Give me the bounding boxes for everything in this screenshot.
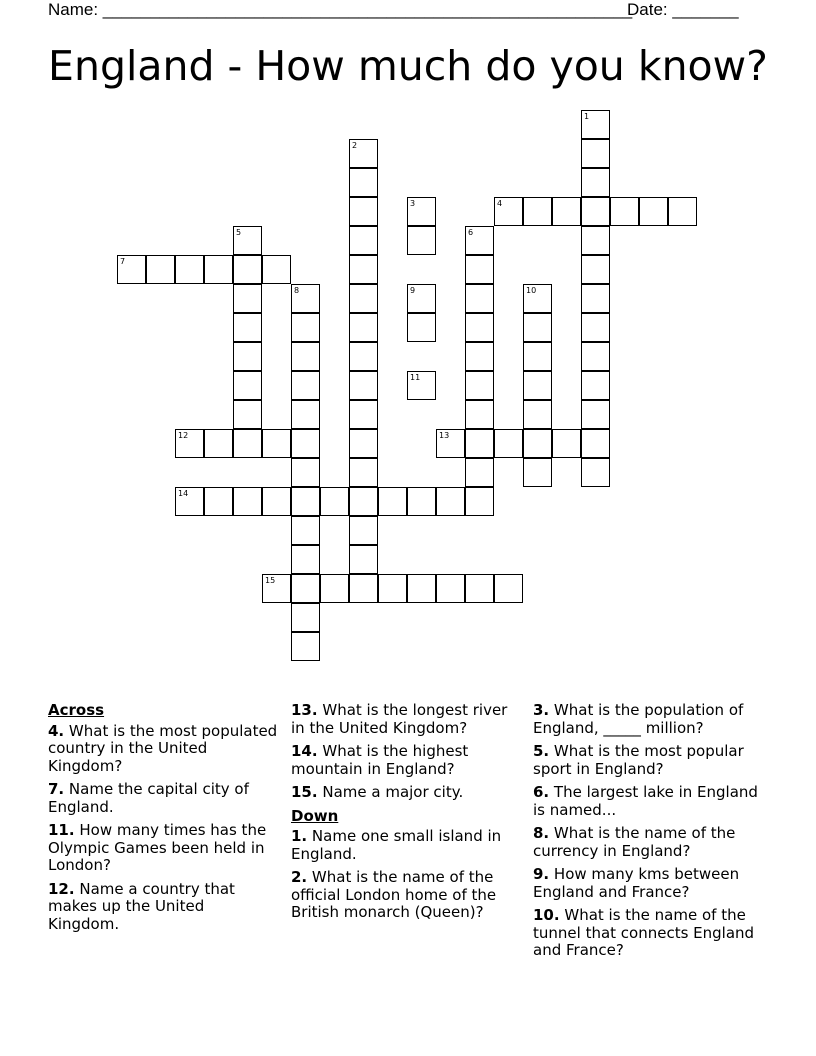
grid-cell[interactable] (349, 284, 378, 313)
grid-cell[interactable] (581, 371, 610, 400)
clue-number: 14 (178, 489, 189, 498)
grid-cell[interactable] (581, 400, 610, 429)
across-clue-4: 4. What is the most populated country in the United Kingdom? (48, 721, 278, 775)
grid-cell[interactable] (262, 429, 291, 458)
down-heading: Down (291, 806, 339, 825)
page-title: England - How much do you know? (48, 42, 768, 90)
grid-cell[interactable] (494, 197, 523, 226)
grid-cell[interactable] (668, 197, 697, 226)
grid-cell[interactable] (523, 458, 552, 487)
grid-cell[interactable] (407, 226, 436, 255)
grid-cell[interactable] (146, 255, 175, 284)
grid-cell[interactable] (581, 197, 610, 226)
grid-cell[interactable] (581, 255, 610, 284)
grid-cell[interactable] (204, 429, 233, 458)
clue-number: 7 (120, 257, 126, 266)
grid-cell[interactable] (407, 197, 436, 226)
clue-number: 3 (410, 199, 416, 208)
grid-cell[interactable] (233, 284, 262, 313)
clues-column-1 (48, 702, 278, 939)
down-clue-1: 1. Name one small island in England. (291, 827, 502, 863)
grid-cell[interactable] (407, 371, 436, 400)
grid-cell[interactable] (523, 342, 552, 371)
grid-cell[interactable] (349, 574, 378, 603)
grid-cell[interactable] (349, 458, 378, 487)
grid-cell[interactable] (639, 197, 668, 226)
down-clue-8: 8. What is the name of the currency in England? (533, 824, 736, 860)
grid-cell[interactable] (204, 487, 233, 516)
grid-cell[interactable] (465, 226, 494, 255)
grid-cell[interactable] (581, 342, 610, 371)
grid-cell[interactable] (291, 632, 320, 661)
down-clue-10: 10. What is the name of the tunnel that connects England and France? (533, 906, 755, 959)
down-clue-2: 2. What is the name of the official London home of the British monarch (Queen)? (291, 868, 497, 921)
grid-cell[interactable] (117, 255, 146, 284)
grid-cell[interactable] (581, 458, 610, 487)
across-clue-13: 13. What is the longest river in the United Kingdom? (291, 701, 508, 737)
clues-column-2 (291, 702, 523, 928)
grid-cell[interactable] (610, 197, 639, 226)
clue-number: 13 (439, 431, 450, 440)
grid-cell[interactable] (407, 574, 436, 603)
grid-cell[interactable] (175, 487, 204, 516)
clues-column-3 (533, 702, 769, 966)
grid-cell[interactable] (349, 168, 378, 197)
grid-cell[interactable] (465, 342, 494, 371)
grid-cell[interactable] (291, 342, 320, 371)
name-field-label: Name: ________________________________________________________ (48, 0, 633, 19)
grid-cell[interactable] (320, 574, 349, 603)
down-clue-9: 9. How many kms between England and France? (533, 865, 740, 901)
grid-cell[interactable] (465, 574, 494, 603)
grid-cell[interactable] (494, 429, 523, 458)
down-clue-6: 6. The largest lake in England is named... (533, 783, 758, 819)
grid-cell[interactable] (581, 429, 610, 458)
grid-cell[interactable] (494, 574, 523, 603)
date-field-label: Date: _______ (627, 0, 739, 19)
clue-number: 11 (410, 373, 421, 382)
grid-cell[interactable] (523, 429, 552, 458)
grid-cell[interactable] (291, 313, 320, 342)
grid-cell[interactable] (378, 574, 407, 603)
grid-cell[interactable] (204, 255, 233, 284)
clue-number: 15 (265, 576, 276, 585)
grid-cell[interactable] (291, 371, 320, 400)
grid-cell[interactable] (523, 371, 552, 400)
across-clue-14: 14. What is the highest mountain in England? (291, 742, 469, 778)
grid-cell[interactable] (349, 429, 378, 458)
grid-cell[interactable] (465, 458, 494, 487)
grid-cell[interactable] (262, 487, 291, 516)
grid-cell[interactable] (233, 371, 262, 400)
grid-cell[interactable] (233, 487, 262, 516)
grid-cell[interactable] (407, 284, 436, 313)
grid-cell[interactable] (581, 110, 610, 139)
grid-cell[interactable] (581, 313, 610, 342)
across-clue-15: 15. Name a major city. (291, 783, 464, 801)
grid-cell[interactable] (436, 574, 465, 603)
grid-cell[interactable] (349, 226, 378, 255)
grid-cell[interactable] (320, 487, 349, 516)
grid-cell[interactable] (378, 487, 407, 516)
grid-cell[interactable] (349, 545, 378, 574)
grid-cell[interactable] (175, 255, 204, 284)
grid-cell[interactable] (349, 197, 378, 226)
grid-cell[interactable] (349, 139, 378, 168)
grid-cell[interactable] (581, 168, 610, 197)
grid-cell[interactable] (262, 574, 291, 603)
grid-cell[interactable] (523, 313, 552, 342)
across-clue-12: 12. Name a country that makes up the United Kingdom. (48, 879, 235, 933)
clue-number: 12 (178, 431, 189, 440)
clue-number: 5 (236, 228, 242, 237)
grid-cell[interactable] (465, 429, 494, 458)
grid-cell[interactable] (291, 516, 320, 545)
down-clue-3: 3. What is the population of England, _____ million? (533, 701, 744, 737)
grid-cell[interactable] (291, 487, 320, 516)
grid-cell[interactable] (349, 255, 378, 284)
grid-cell[interactable] (233, 400, 262, 429)
across-clue-7: 7. Name the capital city of England. (48, 780, 249, 816)
clue-number: 10 (526, 286, 537, 295)
grid-cell[interactable] (349, 342, 378, 371)
clue-number: 1 (584, 112, 590, 121)
grid-cell[interactable] (349, 371, 378, 400)
grid-cell[interactable] (581, 139, 610, 168)
grid-cell[interactable] (465, 487, 494, 516)
clue-number: 9 (410, 286, 416, 295)
grid-cell[interactable] (262, 255, 291, 284)
down-clue-5: 5. What is the most popular sport in England? (533, 742, 744, 778)
grid-cell[interactable] (349, 400, 378, 429)
grid-cell[interactable] (291, 458, 320, 487)
clue-number: 8 (294, 286, 300, 295)
grid-cell[interactable] (291, 574, 320, 603)
grid-cell[interactable] (436, 429, 465, 458)
clue-number: 6 (468, 228, 474, 237)
grid-cell[interactable] (407, 487, 436, 516)
grid-cell[interactable] (233, 313, 262, 342)
grid-cell[interactable] (291, 603, 320, 632)
grid-cell[interactable] (233, 342, 262, 371)
clue-number: 4 (497, 199, 503, 208)
grid-cell[interactable] (233, 429, 262, 458)
grid-cell[interactable] (552, 197, 581, 226)
grid-cell[interactable] (349, 516, 378, 545)
grid-cell[interactable] (465, 400, 494, 429)
grid-cell[interactable] (349, 487, 378, 516)
grid-cell[interactable] (291, 429, 320, 458)
grid-cell[interactable] (465, 255, 494, 284)
across-heading: Across (48, 701, 105, 719)
clue-number: 2 (352, 141, 358, 150)
grid-cell[interactable] (581, 284, 610, 313)
grid-cell[interactable] (175, 429, 204, 458)
grid-cell[interactable] (349, 313, 378, 342)
grid-cell[interactable] (291, 400, 320, 429)
grid-cell[interactable] (465, 371, 494, 400)
grid-cell[interactable] (465, 313, 494, 342)
grid-cell[interactable] (523, 284, 552, 313)
grid-cell[interactable] (523, 197, 552, 226)
grid-cell[interactable] (233, 255, 262, 284)
grid-cell[interactable] (291, 545, 320, 574)
grid-cell[interactable] (436, 487, 465, 516)
grid-cell[interactable] (407, 313, 436, 342)
grid-cell[interactable] (552, 429, 581, 458)
across-clue-11: 11. How many times has the Olympic Games been held in London? (48, 821, 267, 874)
grid-cell[interactable] (291, 284, 320, 313)
grid-cell[interactable] (465, 284, 494, 313)
grid-cell[interactable] (523, 400, 552, 429)
grid-cell[interactable] (581, 226, 610, 255)
grid-cell[interactable] (233, 226, 262, 255)
